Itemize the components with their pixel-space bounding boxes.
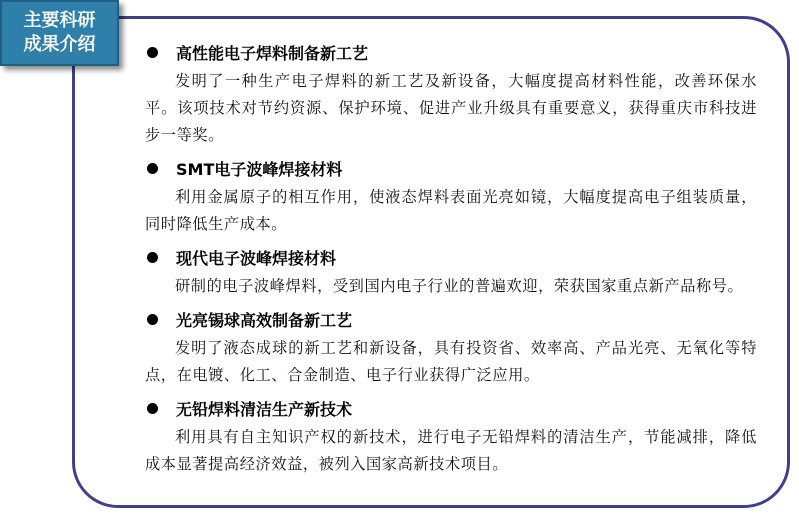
label-line-2: 成果介绍 <box>23 34 96 55</box>
achievement-description: 发明了一种生产电子焊料的新工艺及新设备，大幅度提高材料性能，改善环保水平。该项技术对节约资源、保护环境、促进产业升级具有重要意义，获得重庆市科技进步一等奖。 <box>145 72 757 144</box>
achievement-title <box>145 40 757 64</box>
section-label-badge <box>0 0 119 66</box>
achievement-description: 研制的电子波峰焊料，受到国内电子行业的普遍欢迎，荣获国家重点新产品称号。 <box>175 277 744 295</box>
achievement-list <box>145 40 757 485</box>
bullet-icon <box>147 314 158 325</box>
achievement-item <box>145 40 757 149</box>
bullet-icon <box>147 163 158 174</box>
achievement-description: 利用具有自主知识产权的新技术，进行电子无铅焊料的清洁生产，节能减排，降低成本显著提高经济效益，被列入国家高新技术项目。 <box>145 428 757 473</box>
bullet-icon <box>147 403 158 414</box>
achievement-title <box>145 396 757 420</box>
achievement-item <box>145 307 757 389</box>
achievement-item <box>145 245 757 300</box>
bullet-icon <box>147 252 158 263</box>
achievement-title-text: 现代电子波峰焊接材料 <box>176 248 337 268</box>
bullet-icon <box>147 47 158 58</box>
achievement-item <box>145 156 757 238</box>
achievement-title-text: 无铅焊料清洁生产新技术 <box>176 399 353 419</box>
achievement-description: 发明了液态成球的新工艺和新设备，具有投资省、效率高、产品光亮、无氧化等特点，在电镀、化工、合金制造、电子行业获得广泛应用。 <box>145 339 757 384</box>
achievement-title <box>145 245 757 269</box>
achievement-title <box>145 307 757 331</box>
achievement-description: 利用金属原子的相互作用，使液态焊料表面光亮如镜，大幅度提高电子组装质量，同时降低生产成本。 <box>145 188 757 233</box>
achievement-title-text: 光亮锡球高效制备新工艺 <box>176 310 353 330</box>
achievement-title-text: SMT电子波峰焊接材料 <box>176 159 343 179</box>
achievement-title-text: 高性能电子焊料制备新工艺 <box>176 43 369 63</box>
label-line-1: 主要科研 <box>23 10 96 31</box>
achievement-item <box>145 396 757 478</box>
achievement-title <box>145 156 757 180</box>
